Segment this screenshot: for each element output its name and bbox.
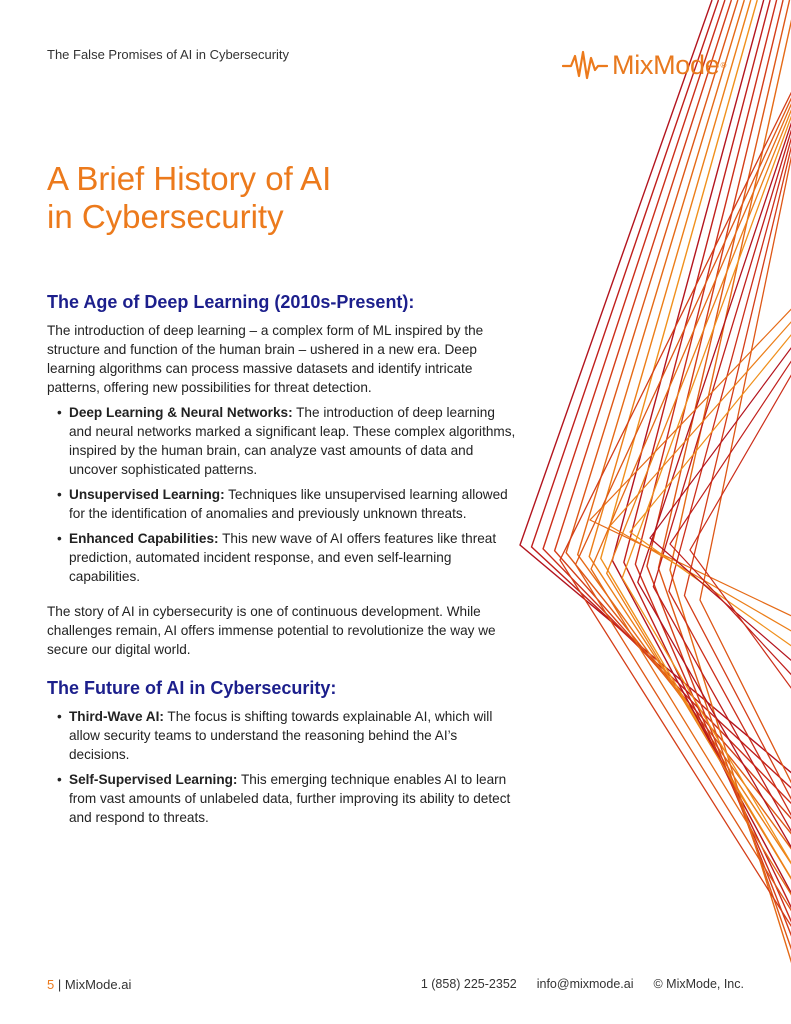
list-item [47,529,517,586]
list-item [47,485,517,523]
intro-paragraph: The introduction of deep learning – a complex form of ML inspired by the structure and function of the human brain – ushered in a new era. Deep learning algorithms can process massive datasets and identify intricate patterns, offering new possibilities for threat detection. [47,323,484,395]
bullet-term: Enhanced Capabilities: [69,531,219,546]
section-heading-future: The Future of AI in Cybersecurity: [47,678,337,698]
list-item [47,770,517,827]
decorative-line [520,0,791,780]
bullet-term: Unsupervised Learning: [69,487,225,502]
mixmode-logo [562,48,726,82]
footer-email: info@mixmode.ai [536,977,634,991]
logo-text: MixMode [612,49,720,80]
bullet-text: Techniques like unsupervised learning allowed for the identification of anomalies and previously unknown threats. [69,487,508,521]
document-title: The False Promises of AI in Cybersecurity [47,47,290,62]
bullet-text: The introduction of deep learning and neural networks marked a significant leap. These complex algorithms, inspired by the human brain, can analyze vast amounts of data and uncover sophisticated patterns. [69,405,516,477]
page-title [47,160,331,236]
footer-copyright: © MixMode, Inc. [653,977,744,991]
conclusion-paragraph: The story of AI in cybersecurity is one of continuous development. While challenges remain, AI offers immense potential to revolutionize the way we secure our digital world. [47,604,496,657]
footer-left [47,977,131,992]
footer-phone: 1 (858) 225-2352 [420,977,517,991]
main-content [47,291,517,833]
decorative-line [532,0,791,796]
bullet-glyph: • [57,487,62,502]
page-number: 5 [47,977,55,992]
footer-site: MixMode.ai [64,977,132,992]
deep-learning-bullets [47,403,517,586]
bullet-text: This emerging technique enables AI to learn from vast amounts of unlabeled data, further improving its ability to detect and respond to threats. [69,772,511,825]
bullet-term: Third-Wave AI: [69,709,164,724]
footer-contact [421,977,744,991]
list-item [47,403,517,479]
waveform-icon [562,48,608,82]
section-heading-deep-learning: The Age of Deep Learning (2010s-Present): [47,292,415,312]
decorative-line [612,0,791,909]
page-title-line-2: in Cybersecurity [47,198,284,235]
future-bullets [47,707,517,827]
bullet-glyph: • [57,772,62,787]
bullet-text: This new wave of AI offers features like threat prediction, automated incident response, and even self-learning capabilities. [69,531,497,584]
bullet-glyph: • [57,709,62,724]
bullet-glyph: • [57,405,62,420]
bullet-glyph: • [57,531,62,546]
bullet-term: Self-Supervised Learning: [69,772,238,787]
page-title-line-1: A Brief History of AI [47,160,332,197]
registered-mark: ® [720,60,727,70]
bullet-text: The focus is shifting towards explainable AI, which will allow security teams to understand the reasoning behind the AI’s decisions. [69,709,493,762]
bullet-term: Deep Learning & Neural Networks: [69,405,293,420]
decorative-line [647,0,791,958]
list-item [47,707,517,764]
footer-separator: | [57,977,62,992]
